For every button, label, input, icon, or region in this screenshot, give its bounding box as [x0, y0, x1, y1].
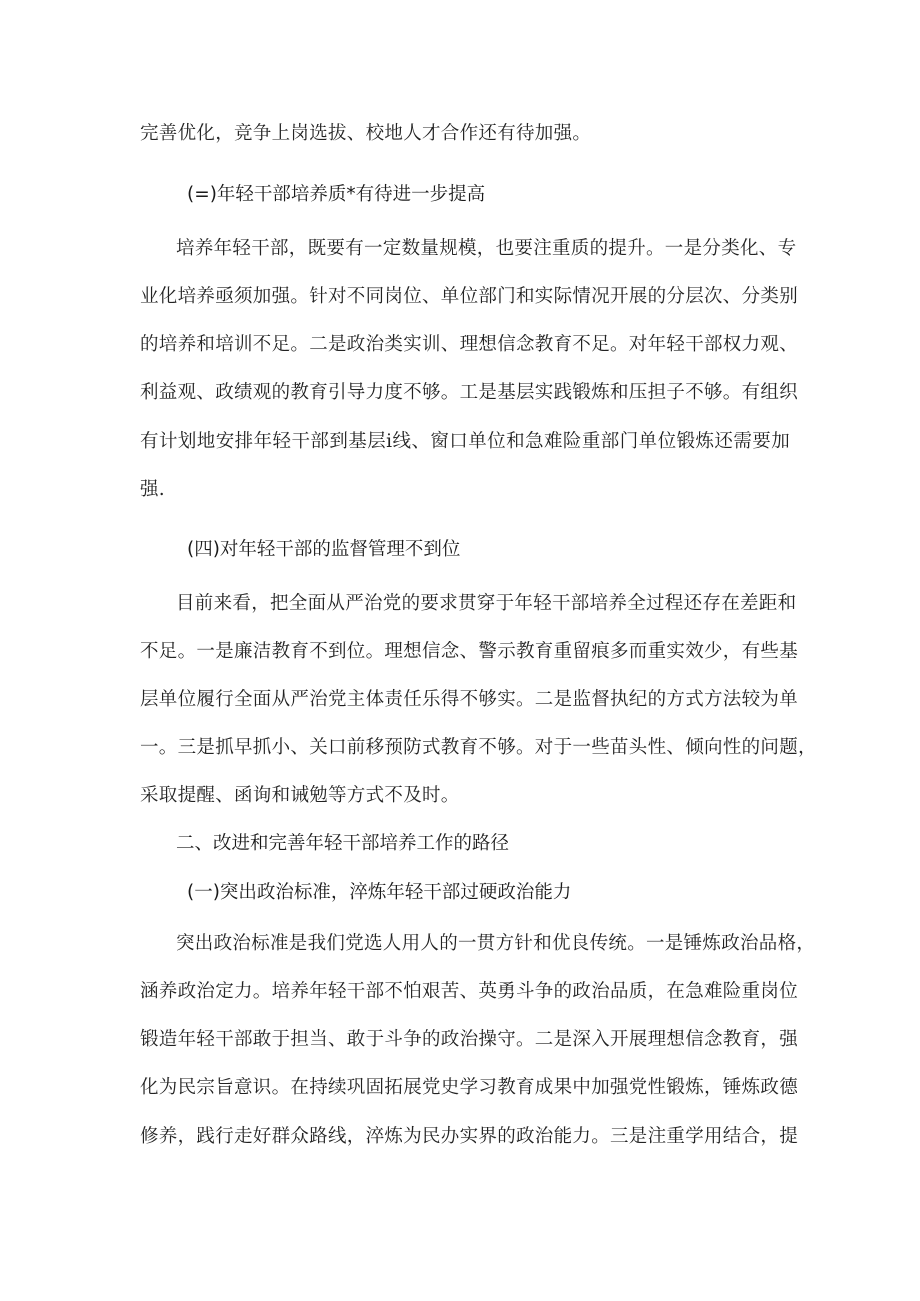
paragraph-line: 业化培养亟须加强。针对不同岗位、单位部门和实际情况开展的分层次、分类别 — [140, 286, 799, 307]
section-heading-4: (四)对年轻干部的监督管理不到位 — [187, 539, 461, 560]
paragraph-line: 完善优化，竞争上岗选拔、校地人才合作还有待加强。 — [140, 123, 592, 144]
paragraph-line: 一。三是抓早抓小、关口前移预防式教育不够。对于一些苗头性、倾向性的问题， — [140, 737, 817, 758]
paragraph-line: 锻造年轻干部敢于担当、敢于斗争的政治操守。二是深入开展理想信念教育，强 — [140, 1029, 799, 1050]
paragraph-line: 层单位履行全面从严治党主体责任乐得不够实。二是监督执纪的方式方法较为单 — [140, 689, 799, 710]
paragraph-line: 的培养和培训不足。二是政治类实训、理想信念教育不足。对年轻干部权力观、 — [140, 334, 799, 355]
paragraph-line: 化为民宗旨意识。在持续巩固拓展党史学习教育成果中加强党性锻炼，锤炼政德 — [140, 1077, 799, 1098]
section-heading-1: (一)突出政治标准，淬炼年轻干部过硬政治能力 — [187, 882, 572, 903]
paragraph-line: 修养，践行走好群众路线，淬炼为民办实界的政治能力。三是注重学用结合，提 — [140, 1126, 799, 1147]
paragraph-line: 不足。一是廉洁教育不到位。理想信念、警示教育重留痕多而重实效少，有些基 — [140, 641, 799, 662]
paragraph-line: 强. — [140, 479, 165, 500]
paragraph-line: 涵养政治定力。培养年轻干部不怕艰苦、英勇斗争的政治品质，在急难险重岗位 — [140, 981, 799, 1002]
paragraph-line: 利益观、政绩观的教育引导力度不够。工是基层实践锻炼和压担子不够。有组织 — [140, 382, 799, 403]
section-heading-2: (=)年轻干部培养质*有待进一步提高 — [187, 184, 486, 205]
paragraph-line: 突出政治标准是我们党选人用人的一贯方针和优良传统。一是锤炼政治品格， — [176, 933, 816, 954]
paragraph-line: 有计划地安排年轻干部到基层i线、窗口单位和急难险重部门单位锻炼还需要加 — [140, 431, 790, 452]
chapter-heading: 二、改进和完善年轻干部培养工作的路径 — [176, 833, 510, 854]
paragraph-line: 目前来看，把全面从严治党的要求贯穿于年轻干部培养全过程还存在差距和 — [176, 593, 797, 614]
paragraph-line: 采取提醒、函询和诫勉等方式不及时。 — [140, 785, 460, 806]
paragraph-line: 培养年轻干部，既要有一定数量规模，也要注重质的提升。一是分类化、专 — [176, 238, 797, 259]
